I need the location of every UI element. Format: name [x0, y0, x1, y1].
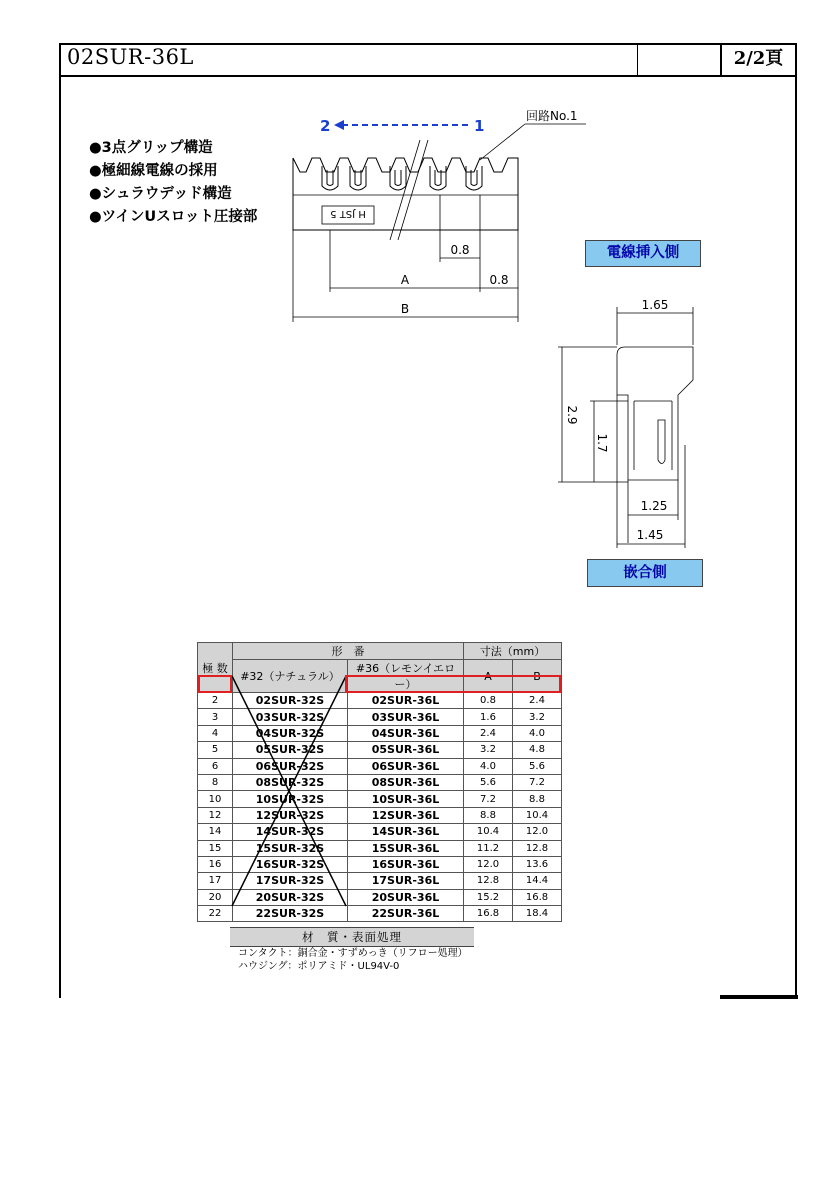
pin-start-label: 1	[474, 117, 485, 135]
cell-a: 10.4	[464, 824, 513, 840]
cell-poles: 3	[198, 709, 233, 725]
table-row	[198, 906, 562, 922]
header-dimensions: 寸法（mm）	[464, 643, 562, 660]
header-a: A	[464, 660, 513, 693]
cell-a: 3.2	[464, 742, 513, 758]
cell-36: 15SUR-36L	[348, 840, 464, 856]
materials-block	[230, 927, 474, 973]
cell-b: 12.0	[513, 824, 562, 840]
feature-item: ●ツインUスロット圧接部	[89, 209, 258, 225]
cell-a: 7.2	[464, 791, 513, 807]
cell-36: 04SUR-36L	[348, 725, 464, 741]
cell-36: 05SUR-36L	[348, 742, 464, 758]
cell-poles: 5	[198, 742, 233, 758]
dim-a: A	[400, 273, 410, 287]
cell-32: 15SUR-32S	[233, 840, 348, 856]
cell-a: 15.2	[464, 889, 513, 905]
pin-end-label: 2	[320, 117, 331, 135]
header-36: #36（レモンイエロー）	[348, 660, 464, 693]
materials-title: 材 質・表面処理	[230, 927, 474, 947]
highlight-row-model	[345, 675, 561, 693]
dim-pitch: 0.8	[450, 243, 470, 257]
header-model: 形 番	[233, 643, 464, 660]
materials-housing: ハウジング：ポリアミド・UL94V-0	[238, 961, 400, 972]
cell-32: 06SUR-32S	[233, 758, 348, 774]
cell-poles: 8	[198, 774, 233, 790]
cell-b: 5.6	[513, 758, 562, 774]
cell-32: 03SUR-32S	[233, 709, 348, 725]
cell-poles: 22	[198, 906, 233, 922]
cell-a: 12.8	[464, 873, 513, 889]
feature-item: ●極細線電線の採用	[89, 163, 218, 179]
dim-width-top: 1.65	[641, 298, 669, 312]
cell-poles: 12	[198, 807, 233, 823]
cell-36: 12SUR-36L	[348, 807, 464, 823]
cell-36: 22SUR-36L	[348, 906, 464, 922]
dim-height: 2.9	[565, 405, 579, 425]
mating-side-label: 嵌合側	[587, 559, 703, 587]
discontinued-cross-mark	[230, 674, 348, 908]
cell-poles: 20	[198, 889, 233, 905]
cell-b: 3.2	[513, 709, 562, 725]
cell-poles: 6	[198, 758, 233, 774]
dim-inner-height: 1.7	[595, 433, 609, 453]
cell-poles: 14	[198, 824, 233, 840]
cell-b: 7.2	[513, 774, 562, 790]
title-blank-cell	[637, 43, 720, 75]
cell-36: 06SUR-36L	[348, 758, 464, 774]
cell-a: 0.8	[464, 693, 513, 709]
cell-32: 12SUR-32S	[233, 807, 348, 823]
cell-36: 08SUR-36L	[348, 774, 464, 790]
part-number-title: 02SUR-36L	[67, 45, 194, 69]
cell-b: 10.4	[513, 807, 562, 823]
cell-a: 8.8	[464, 807, 513, 823]
cell-a: 4.0	[464, 758, 513, 774]
housing-marking: H JST 5	[330, 208, 366, 219]
cell-a: 12.0	[464, 856, 513, 872]
cell-b: 13.6	[513, 856, 562, 872]
cell-36: 17SUR-36L	[348, 873, 464, 889]
cell-32: 04SUR-32S	[233, 725, 348, 741]
cell-a: 16.8	[464, 906, 513, 922]
frame-footer-bar	[720, 995, 798, 999]
cell-32: 14SUR-32S	[233, 824, 348, 840]
circuit-label: 回路No.1	[526, 109, 578, 123]
cell-b: 16.8	[513, 889, 562, 905]
header-32: #32（ナチュラル）	[233, 660, 348, 693]
cell-32: 16SUR-32S	[233, 856, 348, 872]
cell-b: 12.8	[513, 840, 562, 856]
cell-36: 02SUR-36L	[348, 693, 464, 709]
cell-poles: 15	[198, 840, 233, 856]
cell-b: 4.8	[513, 742, 562, 758]
side-view-drawing	[550, 295, 710, 555]
cell-32: 02SUR-32S	[233, 693, 348, 709]
dim-inner-width: 1.25	[640, 499, 668, 513]
cell-a: 1.6	[464, 709, 513, 725]
cell-a: 5.6	[464, 774, 513, 790]
header-b: B	[513, 660, 562, 693]
cell-a: 2.4	[464, 725, 513, 741]
cell-poles: 4	[198, 725, 233, 741]
feature-item: ●3点グリップ構造	[89, 140, 213, 156]
cell-32: 08SUR-32S	[233, 774, 348, 790]
cell-b: 8.8	[513, 791, 562, 807]
dim-outer-width: 1.45	[636, 528, 664, 542]
cell-32: 17SUR-32S	[233, 873, 348, 889]
cell-32: 05SUR-32S	[233, 742, 348, 758]
cell-32: 10SUR-32S	[233, 791, 348, 807]
cell-poles: 2	[198, 693, 233, 709]
feature-item: ●シュラウデッド構造	[89, 186, 232, 202]
cell-poles: 16	[198, 856, 233, 872]
cell-poles: 17	[198, 873, 233, 889]
cell-36: 03SUR-36L	[348, 709, 464, 725]
cell-32: 22SUR-32S	[233, 906, 348, 922]
page-number: 2/2頁	[720, 43, 795, 75]
cell-a: 11.2	[464, 840, 513, 856]
highlight-row-pole	[198, 675, 232, 693]
dim-edge: 0.8	[489, 273, 509, 287]
dim-b: B	[400, 302, 410, 316]
cell-b: 18.4	[513, 906, 562, 922]
cell-b: 4.0	[513, 725, 562, 741]
title-block	[59, 43, 797, 77]
cell-36: 20SUR-36L	[348, 889, 464, 905]
cell-b: 14.4	[513, 873, 562, 889]
cell-32: 20SUR-32S	[233, 889, 348, 905]
header-poles: 極 数	[198, 643, 233, 693]
cell-36: 10SUR-36L	[348, 791, 464, 807]
materials-contact: コンタクト：銅合金・すずめっき（リフロー処理）	[238, 948, 468, 959]
cell-36: 16SUR-36L	[348, 856, 464, 872]
cell-36: 14SUR-36L	[348, 824, 464, 840]
wire-insertion-side-label: 電線挿入側	[585, 240, 701, 267]
cell-b: 2.4	[513, 693, 562, 709]
feature-list	[89, 137, 257, 229]
cell-poles: 10	[198, 791, 233, 807]
